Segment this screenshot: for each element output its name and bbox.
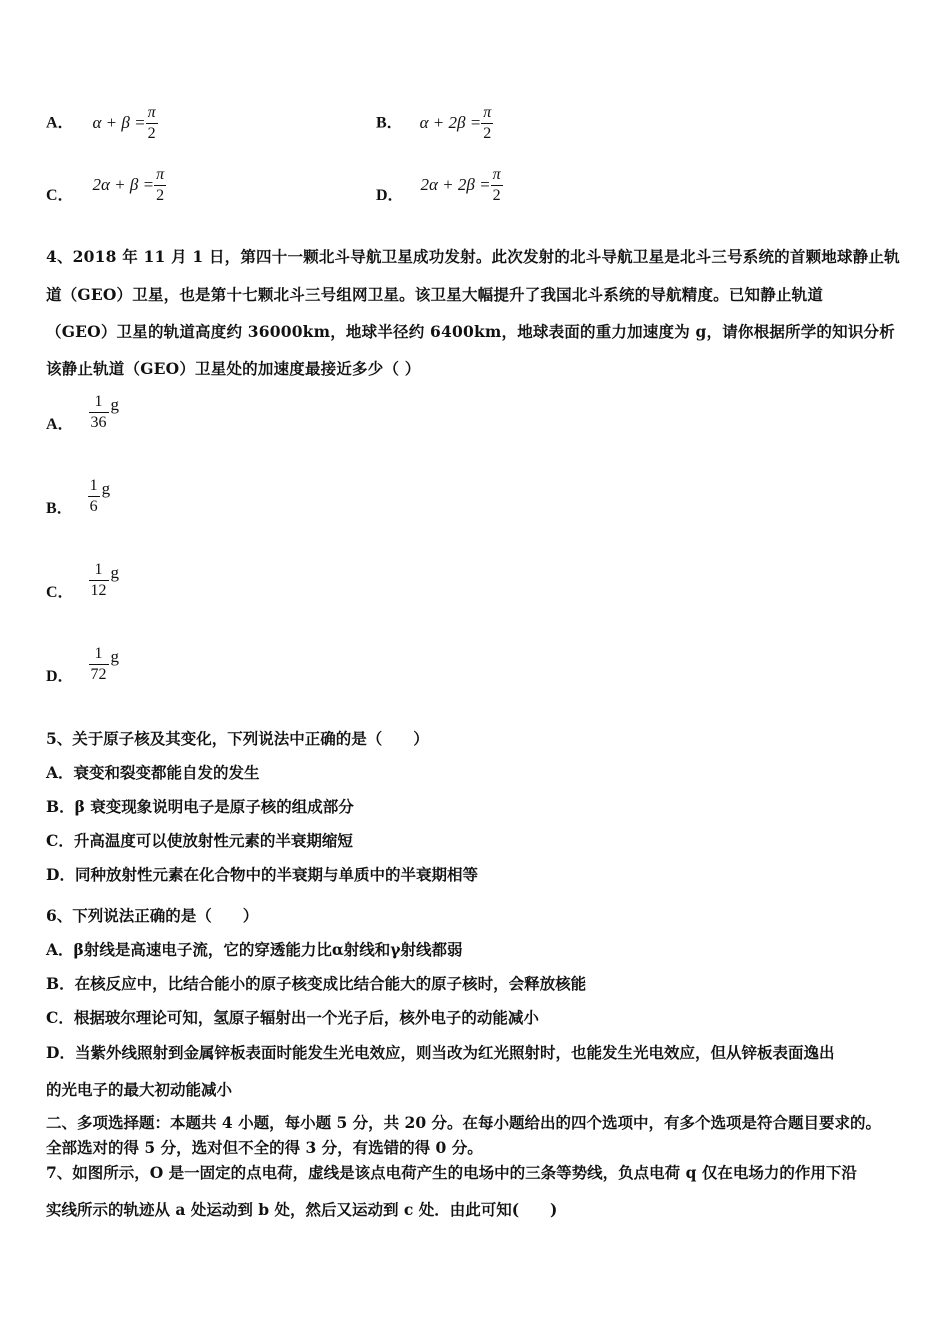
q6-option-d-line-1: D．当紫外线照射到金属锌板表面时能发生光电效应，则当改为红光照射时，也能发生光电效应，但从锌板表面逸出 bbox=[46, 1043, 835, 1062]
q5-option-c: C．升高温度可以使放射性元素的半衰期缩短 bbox=[46, 831, 353, 850]
q7-stem-line-2: 实线所示的轨迹从 a 处运动到 b 处，然后又运动到 c 处．由此可知( ) bbox=[46, 1200, 558, 1219]
q5-option-a: A．衰变和裂变都能自发的发生 bbox=[46, 763, 260, 782]
q3-option-c: C． 2α + β = $\frac{\pi}{2}$ bbox=[46, 166, 165, 204]
q4-stem-line-3: （GEO）卫星的轨道高度约 36000km，地球半径约 6400km，地球表面的重力加速度为 g，请你根据所学的知识分析 bbox=[46, 322, 895, 341]
q4-option-d: D． $\frac{1}{72}$ g bbox=[46, 645, 119, 685]
q4-option-c: C． $\frac{1}{12}$ g bbox=[46, 561, 119, 601]
section2-line-2: 全部选对的得 5 分，选对但不全的得 3 分，有选错的得 0 分。 bbox=[46, 1138, 483, 1157]
q3-option-b: B． α + 2β = $\frac{\pi}{2}$ bbox=[376, 104, 492, 142]
q3-option-d: D． 2α + 2β = $\frac{\pi}{2}$ bbox=[376, 166, 501, 204]
q4-stem-line-1: 4、2018 年 11 月 1 日，第四十一颗北斗导航卫星成功发射。此次发射的北斗导航卫星是北斗三号系统的首颗地球静止轨 bbox=[46, 247, 900, 266]
section2-line-1: 二、多项选择题：本题共 4 小题，每小题 5 分，共 20 分。在每小题给出的四个选项中，有多个选项是符合题目要求的。 bbox=[46, 1113, 882, 1132]
q4-stem-line-4: 该静止轨道（GEO）卫星处的加速度最接近多少（ ） bbox=[46, 359, 421, 378]
q5-option-d: D．同种放射性元素在化合物中的半衰期与单质中的半衰期相等 bbox=[46, 865, 478, 884]
q4-option-a: A． $\frac{1}{36}$ g bbox=[46, 393, 119, 433]
q5-stem: 5、关于原子核及其变化，下列说法中正确的是（ ） bbox=[46, 729, 429, 748]
q7-stem-line-1: 7、如图所示，O 是一固定的点电荷，虚线是该点电荷产生的电场中的三条等势线，负点电荷 q 仅在电场力的作用下沿 bbox=[46, 1163, 857, 1182]
q5-option-b: B．β 衰变现象说明电子是原子核的组成部分 bbox=[46, 797, 354, 816]
q6-option-c: C．根据玻尔理论可知，氢原子辐射出一个光子后，核外电子的动能减小 bbox=[46, 1008, 539, 1027]
q6-stem: 6、下列说法正确的是（ ） bbox=[46, 906, 259, 925]
q4-stem-line-2: 道（GEO）卫星，也是第十七颗北斗三号组网卫星。该卫星大幅提升了我国北斗系统的导航精度。已知静止轨道 bbox=[46, 285, 824, 304]
q6-option-b: B．在核反应中，比结合能小的原子核变成比结合能大的原子核时，会释放核能 bbox=[46, 974, 587, 993]
q3-option-a: A． α + β = $\frac{\pi}{2}$ bbox=[46, 104, 156, 142]
q4-option-b: B． $\frac{1}{6}$ g bbox=[46, 477, 111, 517]
q6-option-d-line-2: 的光电子的最大初动能减小 bbox=[46, 1080, 233, 1099]
q6-option-a: A．β射线是高速电子流，它的穿透能力比α射线和γ射线都弱 bbox=[46, 940, 463, 959]
